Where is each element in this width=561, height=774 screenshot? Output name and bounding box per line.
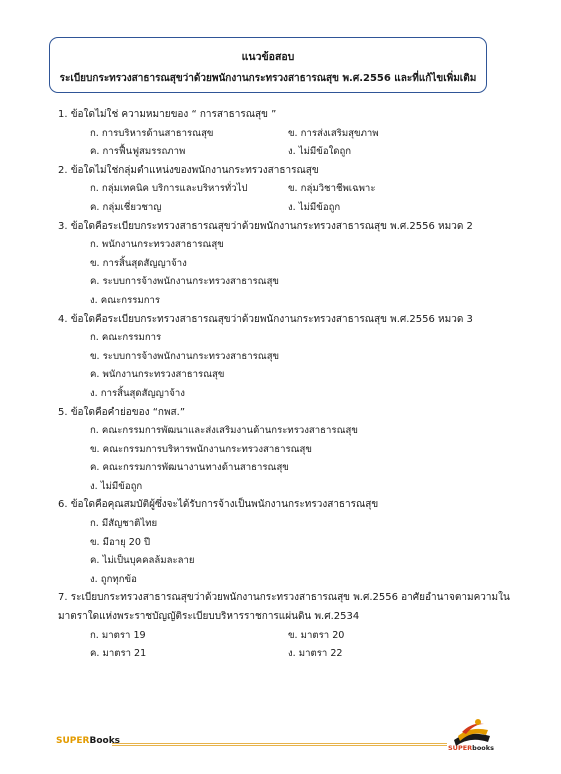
option: ข. มาตรา 20 — [288, 629, 345, 641]
option: ค. ไม่เป็นบุคคลล้มละลาย — [90, 555, 195, 567]
option: ก. มาตรา 19 — [90, 629, 146, 641]
question-text: 5. ข้อใดคือคำย่อของ “กพส.” — [58, 406, 185, 418]
header-subtitle: ระเบียบกระทรวงสาธารณสุขว่าด้วยพนักงานกระทรวงสาธารณสุข พ.ศ.2556 และที่แก้ไขเพิ่มเติม — [59, 73, 477, 84]
option: ง. ไม่มีข้อถูก — [288, 201, 341, 213]
options-list — [90, 236, 518, 310]
options-grid — [90, 180, 518, 217]
option: ข. กลุ่มวิชาชีพเฉพาะ — [288, 183, 376, 195]
option: ก. คณะกรรมการพัฒนาและส่งเสริมงานด้านกระทรวงสาธารณสุข — [90, 425, 358, 437]
option: ข. มีอายุ 20 ปี — [90, 536, 151, 548]
logo-text-books: books — [472, 744, 494, 752]
option: ง. ไม่มีข้อถูก — [90, 480, 143, 492]
options-grid — [90, 627, 518, 664]
option: ข. การสิ้นสุดสัญญาจ้าง — [90, 257, 187, 269]
logo-text — [448, 744, 494, 752]
option: ง. การสิ้นสุดสัญญาจ้าง — [90, 387, 185, 399]
header-title: แนวข้อสอบ — [241, 51, 295, 63]
header-box — [49, 37, 487, 93]
question-text: 2. ข้อใดไม่ใช่กลุ่มตำแหน่งของพนักงานกระทรวงสาธารณสุข — [58, 164, 319, 176]
option: ค. พนักงานกระทรวงสาธารณสุข — [90, 369, 225, 381]
option: ก. กลุ่มเทคนิค บริการและบริหารทั่วไป — [90, 183, 248, 195]
footer-brand-super: SUPER — [56, 736, 90, 746]
option: ก. การบริหารด้านสาธารณสุข — [90, 127, 214, 139]
option: ข. คณะกรรมการบริหารพนักงานกระทรวงสาธารณสุข — [90, 443, 312, 455]
option: ค. มาตรา 21 — [90, 648, 147, 660]
option: ง. ไม่มีข้อใดถูก — [288, 146, 352, 158]
question-block — [58, 589, 518, 663]
options-grid — [90, 125, 518, 162]
option: ง. คณะกรรมการ — [90, 294, 161, 306]
option: ก. พนักงานกระทรวงสาธารณสุข — [90, 239, 224, 251]
option: ค. ระบบการจ้างพนักงานกระทรวงสาธารณสุข — [90, 276, 279, 288]
question-text: 4. ข้อใดคือระเบียบกระทรวงสาธารณสุขว่าด้วยพนักงานกระทรวงสาธารณสุข พ.ศ.2556 หมวด 3 — [58, 313, 473, 325]
logo-text-super: SUPER — [448, 744, 473, 752]
options-list — [90, 422, 518, 496]
option: ง. มาตรา 22 — [288, 648, 343, 660]
question-block — [58, 311, 518, 404]
footer-brand — [56, 736, 120, 746]
question-text: 6. ข้อใดคือคุณสมบัติผู้ซึ่งจะได้รับการจ้างเป็นพนักงานกระทรวงสาธารณสุข — [58, 499, 379, 511]
option: ข. ระบบการจ้างพนักงานกระทรวงสาธารณสุข — [90, 350, 280, 362]
option: ก. คณะกรรมการ — [90, 332, 162, 344]
question-block — [58, 106, 518, 162]
question-text: 7. ระเบียบกระทรวงสาธารณสุขว่าด้วยพนักงานกระทรวงสาธารณสุข พ.ศ.2556 อาศัยอำนาจตามความในมาตราใดแห่งพระราชบัญญัติระเบียบบริหารราชการแผ่นดิน พ.ศ.2534 — [58, 592, 510, 623]
quiz-list — [58, 106, 518, 664]
option: ง. ถูกทุกข้อ — [90, 573, 137, 585]
footer-divider — [112, 743, 447, 746]
question-text: 3. ข้อใดคือระเบียบกระทรวงสาธารณสุขว่าด้วยพนักงานกระทรวงสาธารณสุข พ.ศ.2556 หมวด 2 — [58, 220, 473, 232]
option: ข. การส่งเสริมสุขภาพ — [288, 127, 379, 139]
option: ค. คณะกรรมการพัฒนางานทางด้านสาธารณสุข — [90, 462, 289, 474]
question-block — [58, 218, 518, 311]
question-text: 1. ข้อใดไม่ใช่ ความหมายของ “ การสาธารณสุข ” — [58, 109, 277, 120]
options-list — [90, 515, 518, 589]
question-block — [58, 496, 518, 589]
option: ค. กลุ่มเชี่ยวชาญ — [90, 201, 162, 213]
option: ค. การฟื้นฟูสมรรถภาพ — [90, 146, 186, 158]
option: ก. มีสัญชาติไทย — [90, 518, 158, 530]
question-block — [58, 404, 518, 497]
footer-brand-books: Books — [89, 736, 121, 746]
options-list — [90, 329, 518, 403]
question-block — [58, 162, 518, 218]
